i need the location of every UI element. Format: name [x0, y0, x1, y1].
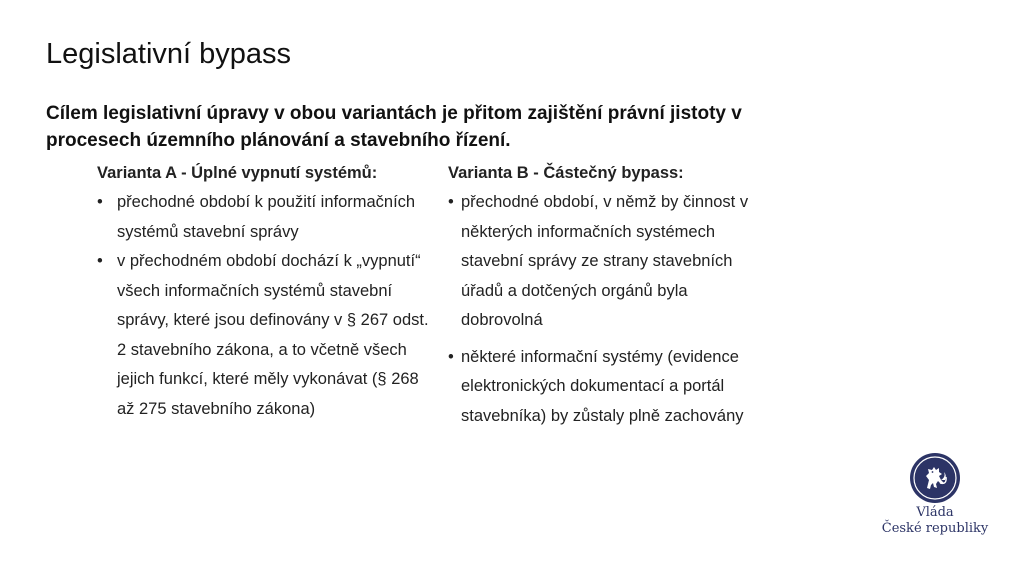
government-logo [874, 452, 996, 537]
logo-line-2: České republiky [881, 521, 989, 536]
list-item [97, 188, 432, 247]
bullet-icon: • [97, 193, 103, 211]
lion-emblem-icon [909, 452, 961, 504]
list-item [448, 188, 768, 336]
variant-a-heading: Varianta A - Úplné vypnutí systémů: [97, 164, 378, 182]
logo-line-1: Vláda [916, 505, 954, 520]
variant-b-list [448, 188, 768, 431]
list-item-text: některé informační systémy (evidence elektronických dokumentací a portál stavebníka) by zůstaly plně zachovány [461, 347, 744, 425]
variant-b-heading: Varianta B - Částečný bypass: [448, 164, 684, 182]
list-item-text: v přechodném období dochází k „vypnutí“ všech informačních systémů stavební správy, které jsou definovány v § 267 odst. 2 stavebního zákona, a to včetně všech jejich funkcí, které měly vykonávat (§ 268 až 275 stavebního zákona) [117, 252, 429, 418]
variant-b-column [448, 160, 768, 438]
list-item [448, 343, 768, 432]
bullet-icon: • [97, 252, 103, 270]
list-item-text: přechodné období, v němž by činnost v některých informačních systémech stavební správy ze strany stavebních úřadů a dotčených orgánů byla dobrovolná [461, 193, 749, 329]
variant-a-column [97, 160, 432, 424]
slide-subtitle: Cílem legislativní úpravy v obou variantách je přitom zajištění právní jistoty v procesech územního plánování a stavebního řízení. [46, 103, 742, 151]
slide-title: Legislativní bypass [46, 38, 292, 70]
variant-a-list [97, 188, 432, 424]
list-item [97, 247, 432, 424]
bullet-icon: • [448, 193, 454, 211]
list-item-text: přechodné období k použití informačních systémů stavební správy [117, 193, 416, 241]
bullet-icon: • [448, 347, 454, 366]
logo-text [874, 505, 996, 537]
